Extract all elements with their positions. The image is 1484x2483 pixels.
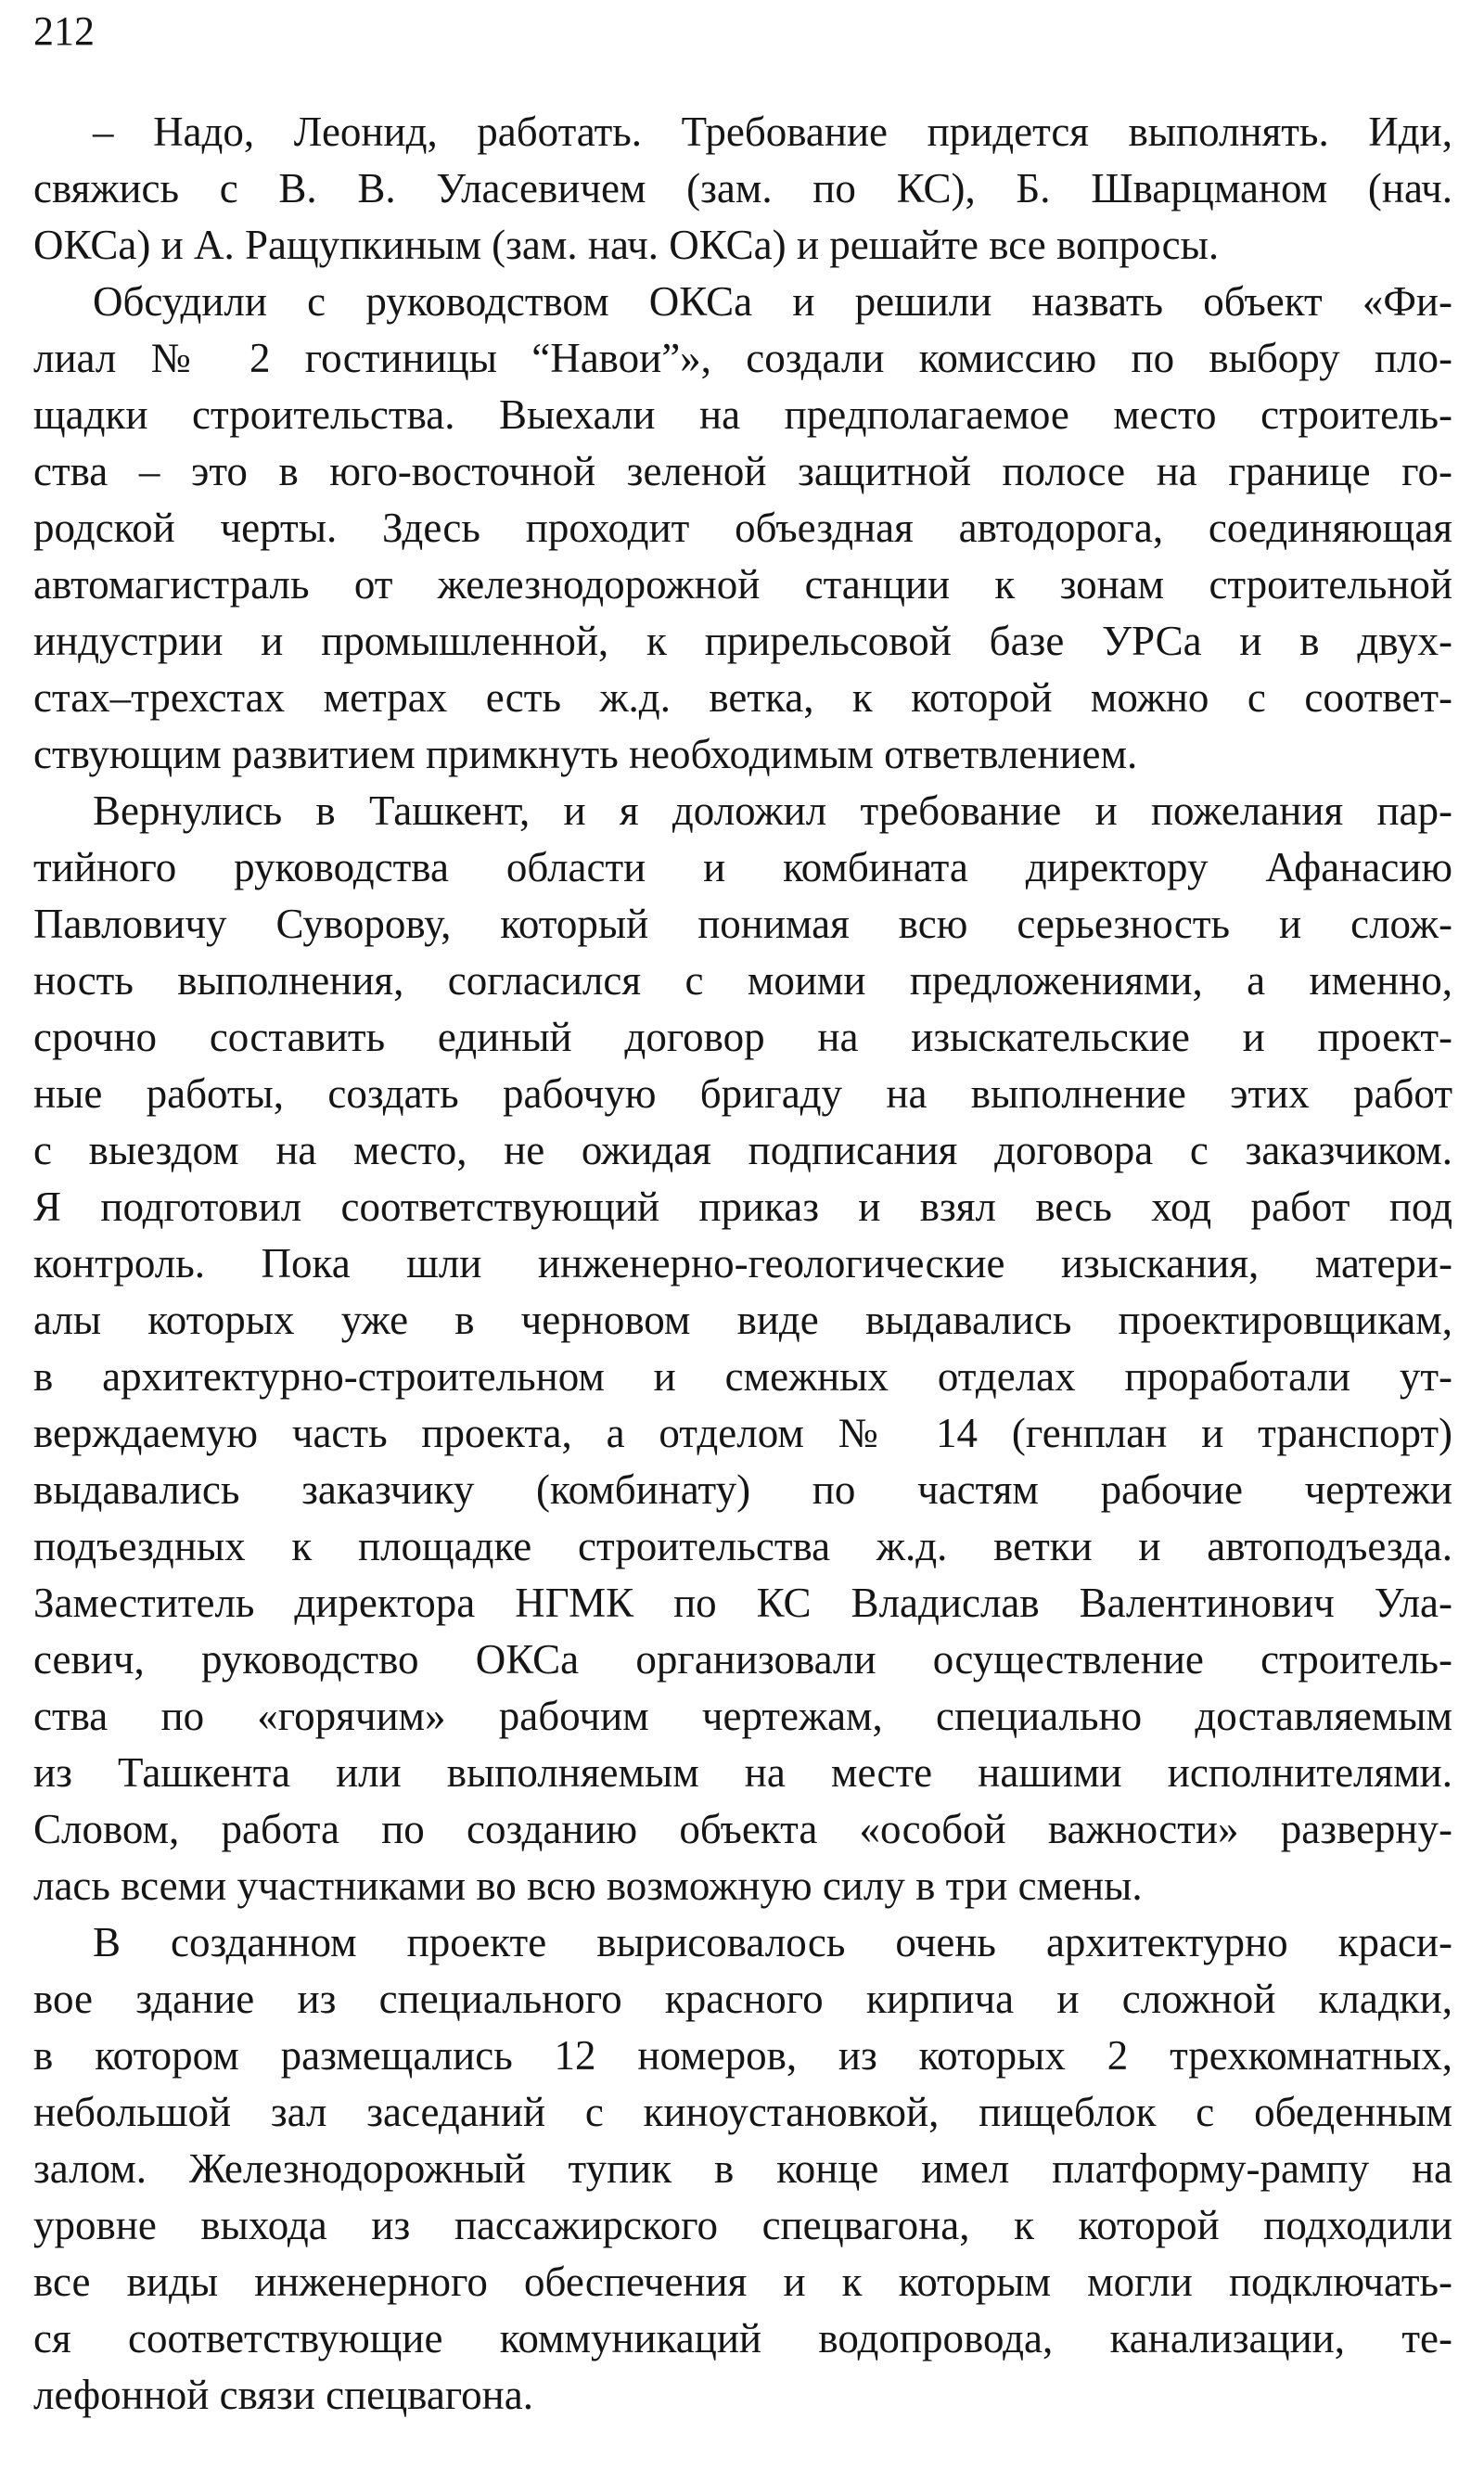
text-line: выдавались заказчику (комбинату) по частям рабочие чертежи [33, 1466, 1452, 1513]
paragraph-4 [33, 1914, 1452, 2424]
text-line: Павловичу Суворову, который понимая всю серьезность и слож- [33, 901, 1452, 947]
text-line: Я подготовил соответствующий приказ и взял весь ход работ под [33, 1184, 1452, 1230]
text-line: свяжись с В. В. Уласевичем (зам. по КС), Б. Шварцманом (нач. [33, 165, 1452, 211]
text-line: ся соответствующие коммуникаций водопровода, канализации, те- [33, 2315, 1452, 2361]
body-text [33, 104, 1452, 2424]
text-line: автомагистраль от железнодорожной станции к зонам строительной [33, 561, 1452, 608]
text-line: контроль. Пока шли инженерно-геологические изыскания, матери- [33, 1240, 1452, 1286]
text-line: вое здание из специального красного кирпича и сложной кладки, [33, 1976, 1452, 2022]
text-line: лиал № 2 гостиницы “Навои”», создали комиссию по выбору пло- [33, 335, 1452, 381]
text-line: лась всеми участниками во всю возможную силу в три смены. [33, 1862, 1143, 1909]
text-line: ства по «горячим» рабочим чертежам, специально доставляемым [33, 1693, 1452, 1739]
text-line: севич, руководство ОКСа организовали осуществление строитель- [33, 1636, 1452, 1683]
text-line: в котором размещались 12 номеров, из которых 2 трехкомнатных, [33, 2032, 1452, 2079]
paragraph-3 [33, 783, 1452, 1914]
text-line: ства – это в юго-восточной зеленой защитной полосе на границе го- [33, 448, 1452, 494]
text-line: Обсудили с руководством ОКСа и решили назвать объект «Фи- [93, 278, 1452, 325]
text-line: в архитектурно-строительном и смежных отделах проработали ут- [33, 1353, 1452, 1400]
text-line: срочно составить единый договор на изыскательские и проект- [33, 1014, 1452, 1060]
text-line: верждаемую часть проекта, а отделом № 14 (генплан и транспорт) [33, 1410, 1452, 1456]
text-line: ность выполнения, согласился с моими предложениями, а именно, [33, 957, 1452, 1004]
text-line: ОКСа) и А. Ращупкиным (зам. нач. ОКСа) и решайте все вопросы. [33, 222, 1220, 268]
paragraph-2 [33, 274, 1452, 783]
text-line: – Надо, Леонид, работать. Требование придется выполнять. Иди, [93, 109, 1452, 155]
text-line: Вернулись в Ташкент, и я доложил требование и пожелания пар- [93, 787, 1452, 834]
text-line: стах–трехстах метрах есть ж.д. ветка, к которой можно с соответ- [33, 674, 1452, 721]
text-line: подъездных к площадке строительства ж.д. ветки и автоподъезда. [33, 1523, 1452, 1569]
text-line: родской черты. Здесь проходит объездная автодорога, соединяющая [33, 505, 1452, 551]
text-line: ные работы, создать рабочую бригаду на выполнение этих работ [33, 1070, 1452, 1117]
text-line: индустрии и промышленной, к прирельсовой базе УРСа и в двух- [33, 618, 1452, 664]
text-line: щадки строительства. Выехали на предполагаемое место строитель- [33, 391, 1452, 438]
text-line: уровне выхода из пассажирского спецвагона, к которой подходили [33, 2202, 1452, 2248]
text-line: тийного руководства области и комбината директору Афанасию [33, 844, 1452, 890]
text-line: ствующим развитием примкнуть необходимым ответвлением. [33, 731, 1138, 777]
text-line: Словом, работа по созданию объекта «особой важности» разверну- [33, 1806, 1452, 1852]
text-line: Заместитель директора НГМК по КС Владислав Валентинович Ула- [33, 1580, 1452, 1626]
text-line: небольшой зал заседаний с киноустановкой, пищеблок с обеденным [33, 2089, 1452, 2135]
text-line: алы которых уже в черновом виде выдавались проектировщикам, [33, 1297, 1452, 1343]
text-line: В созданном проекте вырисовалось очень архитектурно краси- [93, 1919, 1452, 1965]
text-line: из Ташкента или выполняемым на месте нашими исполнителями. [33, 1749, 1452, 1796]
text-line: лефонной связи спецвагона. [33, 2372, 533, 2418]
text-line: залом. Железнодорожный тупик в конце имел платформу-рампу на [33, 2145, 1452, 2192]
text-line: все виды инженерного обеспечения и к которым могли подключать- [33, 2259, 1452, 2305]
page-number: 212 [33, 8, 95, 54]
paragraph-1 [33, 104, 1452, 274]
text-line: с выездом на место, не ожидая подписания договора с заказчиком. [33, 1127, 1452, 1173]
